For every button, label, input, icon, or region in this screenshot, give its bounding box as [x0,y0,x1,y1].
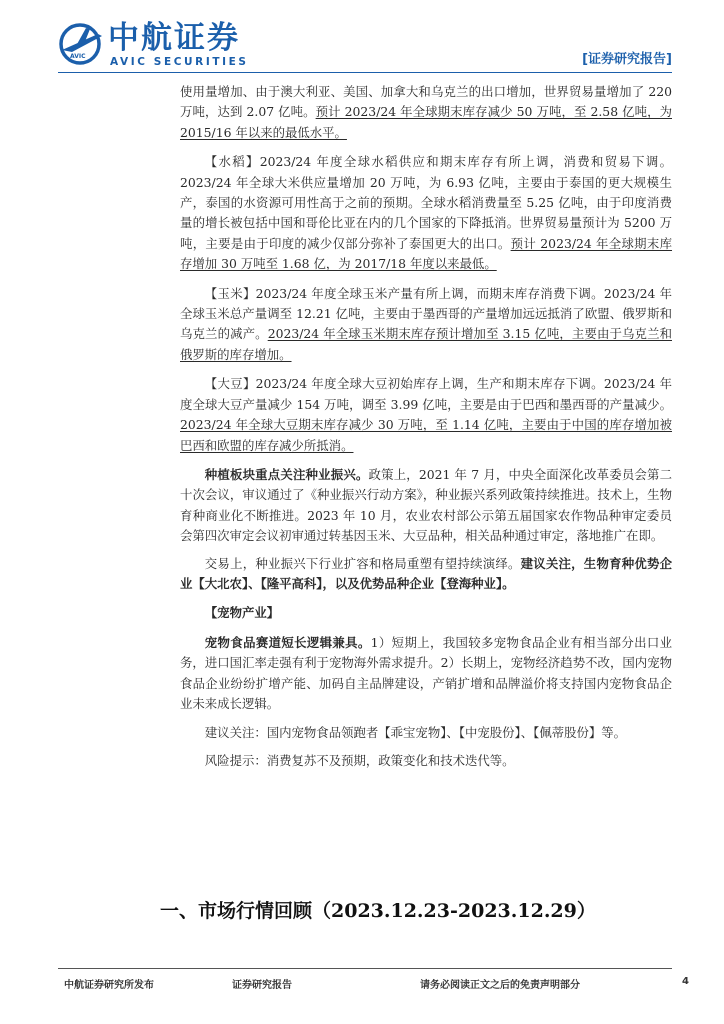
pet-section-heading: 【宠物产业】 [204,605,280,621]
rice-text: 【水稻】2023/24 年度全球水稻供应和期末库存有所上调，消费和贸易下调。2023/24 年全球大米供应量增加 20 万吨，为 6.93 亿吨，主要由于泰国的更大规模生产，泰国的水资源可用性高于之前的预期。全球水稻消费量至 5.25 亿吨，由于印度消费量的增长被包括中国和哥伦比亚在内的几个国家的下降抵消。世界贸易量预计为 5200 万吨，主要是由于印度的减少仅部分弥补了泰国更大的出口。 [180,154,672,251]
corn-text: 【玉米】2023/24 年度全球玉米产量有所上调，而期末库存消费下调。2023/24 年全球玉米总产量调至 12.21 亿吨，主要由于墨西哥的产量增加远远抵消了欧盟、俄罗斯和乌克兰的减产。 [180,285,672,342]
page-header [58,18,672,70]
footer-disclaimer: 请务必阅读正文之后的免责声明部分 [420,980,580,991]
soybean-text: 【大豆】2023/24 年度全球大豆初始库存上调，生产和期末库存下调。2023/24 年度全球大豆产量减少 154 万吨，调至 3.99 亿吨，主要是由于巴西和墨西哥的产量减少。 [180,376,672,412]
logo-english: AVIC SECURITIES [110,56,249,68]
company-logo [58,20,358,68]
pet-lead: 宠物食品赛道短长逻辑兼具。 [204,634,371,650]
corn-highlight: 2023/24 年全球玉米期末库存预计增加至 3.15 亿吨，主要由于乌克兰和俄罗斯的库存增加。 [180,326,672,362]
logo-chinese: 中航证券 [108,20,240,56]
logo-mark-text: AVIC [70,53,86,60]
seed-lead: 种植板块重点关注种业振兴。 [204,466,369,482]
rice-paragraph [180,152,672,274]
trade-suggestion: 建议关注，生物育种优势企业【大北农】、【隆平高科】，以及优势品种企业【登海种业】。 [180,555,673,591]
soybean-paragraph [180,374,672,456]
wheat-text: 使用量增加、由于澳大利亚、美国、加拿大和乌克兰的出口增加，世界贸易量增加了 220 万吨，达到 2.07 亿吨。 [180,84,672,120]
corn-paragraph [180,284,672,366]
footer-publisher: 中航证券研究所发布 [64,980,154,991]
trade-paragraph [180,554,672,595]
header-divider [58,72,672,73]
pet-paragraph [180,633,672,715]
page-number: 4 [682,976,689,987]
report-type-tag: [证券研究报告] [582,52,672,67]
rice-highlight: 预计 2023/24 年全球期末库存增加 30 万吨至 1.68 亿，为 2017/18 年度以来最低。 [180,235,673,272]
risk-warning: 风险提示：消费复苏不及预期，政策变化和技术迭代等。 [204,752,515,768]
trade-text: 交易上，种业振兴下行业扩容和格局重塑有望持续演绎。 [204,555,521,571]
wheat-highlight: 预计 2023/24 年全球期末库存减少 50 万吨，至 2.58 亿吨，为 2015/16 年以来的最低水平。 [180,104,672,140]
section-title: 一、市场行情回顾（2023.12.23-2023.12.29） [160,900,596,922]
soybean-highlight: 2023/24 年全球大豆期末库存减少 30 万吨，至 1.14 亿吨，主要由于中国的库存增加被巴西和欧盟的库存减少所抵消。 [180,417,672,453]
main-content [180,82,672,771]
pet-suggestion: 建议关注：国内宠物食品领跑者【乖宝宠物】、【中宠股份】、【佩蒂股份】等。 [204,725,627,741]
avic-plane-icon [58,20,106,68]
footer-report-type: 证券研究报告 [232,980,292,991]
seed-paragraph [180,465,672,547]
footer-divider [58,968,672,969]
wheat-paragraph [180,82,672,143]
pet-text: 1）短期上，我国较多宠物食品企业有相当部分出口业务，进口国汇率走强有利于宠物海外需求提升。2）长期上，宠物经济趋势不改，国内宠物食品企业纷纷扩增产能、加码自主品牌建设，产销扩增和品牌溢价将支持国内宠物食品企业未来成长逻辑。 [180,634,673,711]
seed-text: 政策上，2021 年 7 月，中央全面深化改革委员会第二十次会议，审议通过了《种业振兴行动方案》，种业振兴系列政策持续推进。技术上，生物育种商业化不断推进。2023 年 10 月，农业农村部公示第五届国家农作物品种审定委员会第四次审定会议初审通过转基因玉米、大豆品种，相关品种通过审定，落地推广在即。 [180,466,673,544]
